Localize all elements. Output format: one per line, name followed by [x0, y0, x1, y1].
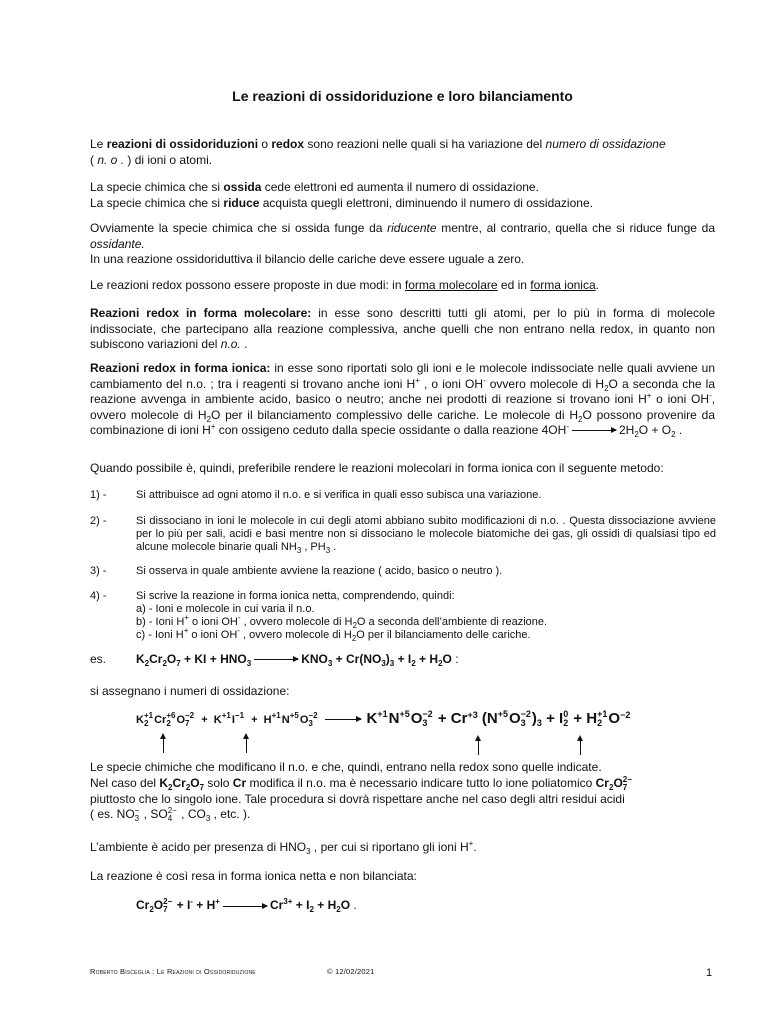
page-number: 1: [706, 967, 713, 979]
text: ed in: [497, 278, 531, 292]
text: piuttosto che lo singolo ione. Tale procedura si dovrà rispettare anche nel caso degli altri residui acidi: [90, 791, 625, 806]
step-number: 2) -: [90, 515, 107, 527]
example-label: es.: [90, 652, 107, 666]
term-redox: redox: [271, 137, 305, 151]
text: in esse sono descritti tutti gli atomi, per lo più in forma di molecole indissociate, che partecipano alla reazione complessiva, anche quelli che non entrano nella redox, in quanto non subiscono variazioni del: [90, 306, 716, 351]
term-ossida: ossida: [223, 180, 262, 194]
text: O per il bilanciamento complessivo delle cariche. Le molecole di H: [210, 407, 578, 422]
species-paragraph: [90, 760, 715, 823]
text: modifica il n.o. ma è necessario indicare tutto lo ione poliatomico: [246, 775, 596, 790]
text: L’ambiente è acido per presenza di HNO: [90, 840, 307, 854]
up-arrow-indicator: [246, 737, 247, 753]
footer-author: Roberto Bisceglia : Le Reazioni di Ossidoriduzione: [90, 967, 256, 976]
text: o ioni OH: [651, 392, 709, 406]
text: .: [330, 541, 337, 553]
step-number: 4) -: [90, 590, 107, 602]
page-title: Le reazioni di ossidoriduzione e loro bilanciamento: [232, 88, 573, 104]
step-text: Si osserva in quale ambiente avviene la reazione ( acido, basico o neutro ).: [136, 565, 503, 577]
text: 2H: [618, 423, 635, 437]
reaction-arrow: [572, 430, 616, 431]
oxidize-paragraph: [90, 180, 715, 211]
text: .: [675, 423, 683, 437]
text-line: Nel caso del $K_2Cr_2O_7$ solo Cr modifica il n.o. ma è necessario indicare tutto lo ione poliatomico $Cr_2O$ 2− 7: [90, 774, 632, 792]
assign-text: si assegnano i numeri di ossidazione:: [90, 684, 290, 698]
sub-item-b: b) - Ioni H+ o ioni OH- , ovvero molecole di $H_2O$ a seconda dell’ambiente di reazione.: [136, 613, 548, 630]
oxidation-number-equation: K +1 2 Cr +6 2 O −2 7 + K +1 I −1 + H +1 N +5 O −2 3 K +1 N +5 O −2 3 + $Cr^{+3}$ (N +5 O −2 3 )$_3 + I$ 0 2 + H +1 2 $O^{-2}$: [136, 709, 631, 729]
text: , ovvero molecole di H: [90, 392, 715, 422]
text: ( es. NO: [90, 807, 135, 822]
text-line: ( es. NO − 3 , SO 2− 4 , $CO_3$ , etc. ).: [90, 806, 251, 824]
step-number: 1) -: [90, 489, 107, 501]
text: b) - Ioni H: [136, 616, 185, 628]
text: , ovvero molecole di H: [239, 629, 352, 641]
text: O a seconda dell’ambiente di reazione.: [356, 616, 548, 628]
sub-item-c: c) - Ioni H+ o ioni OH- , ovvero molecole di $H_2O$ per il bilanciamento delle cariche.: [136, 626, 531, 643]
two-modes-paragraph: [90, 278, 715, 294]
method-intro: Quando possibile è, quindi, preferibile rendere le reazioni molecolari in forma ionica con il seguente metodo:: [90, 461, 664, 475]
text: solo: [204, 775, 233, 790]
text: Le specie chimiche che modificano il n.o. e che, quindi, entrano nella redox sono quelle indicate.: [90, 760, 602, 774]
sub-item-a: a) - Ioni e molecole in cui varia il n.o.: [136, 603, 315, 615]
step-number: 3) -: [90, 565, 107, 577]
term-no: n.o.: [220, 337, 241, 351]
step-text: Si dissociano in ioni le molecole in cui degli atomi abbiano subito modificazioni di n.o. . Questa dissociazione avviene per lo più per sali, acidi e basi mentre non si dissociano le molecole biatomiche dei gas, gli ossidi di qualsiasi tipo ed alcune molecole binarie quali $NH_3$ , $PH_3$ .: [136, 515, 716, 555]
ionic-net-equation: $Cr_2O$ 2− 7 + I- + H+ $Cr^{3+} + I_2 + H_2O$ .: [136, 897, 357, 915]
text: , ovvero molecole di H: [240, 616, 353, 628]
text: cede elettroni ed aumenta il numero di ossidazione.: [261, 180, 539, 194]
text: Si scrive la reazione in forma ionica netta, comprendendo, quindi:: [136, 590, 455, 602]
text: o: [258, 137, 272, 151]
text: ovvero molecole di H: [485, 376, 605, 391]
ionic-net-text: La reazione è così resa in forma ionica netta e non bilanciata:: [90, 869, 417, 883]
ionic-heading: Reazioni redox in forma ionica:: [90, 361, 271, 375]
term-molecular-form: forma molecolare: [404, 278, 498, 292]
molecular-equation: $K_2Cr_2O_7$ + KI + $HNO_3$ $KNO_3 + Cr(NO_3)_3 + I_2 + H_2O$ :: [136, 652, 459, 668]
up-arrow-indicator: [163, 737, 164, 753]
molecular-form-paragraph: [90, 306, 715, 353]
molecular-heading: Reazioni redox in forma molecolare:: [90, 306, 312, 320]
reducer-paragraph: [90, 221, 715, 268]
text: In una reazione ossidoriduttiva il bilancio delle cariche deve essere uguale a zero.: [90, 252, 525, 266]
footer-date: © 12/02/2021: [327, 967, 375, 976]
term-ionic-form: forma ionica: [530, 278, 596, 292]
text: ) di ioni o atomi.: [124, 152, 213, 167]
text: Le reazioni redox possono essere proposte in due modi: in: [90, 278, 405, 292]
text: o ioni OH: [188, 629, 238, 641]
step-text: Si attribuisce ad ogni atomo il n.o. e si verifica in quali esso subisca una variazione.: [136, 489, 542, 501]
term-riduce: riduce: [223, 195, 260, 210]
step-text: [136, 590, 716, 642]
text: Ovviamente la specie chimica che si ossida funge da: [90, 221, 388, 235]
text: .: [595, 278, 599, 292]
term-oxidation-number: numero di ossidazione: [545, 137, 666, 151]
text: acquista quegli elettroni, diminuendo il numero di ossidazione.: [259, 195, 593, 210]
text: Nel caso del: [90, 775, 160, 790]
text: La specie chimica che si: [90, 180, 224, 194]
text: (: [90, 152, 98, 167]
up-arrow-indicator: [478, 739, 479, 755]
term-cr: Cr: [232, 775, 247, 790]
text: in esse sono riportati solo gli ioni e le molecole indissociate nelle quali avviene un cambiamento del n.o. ; tra i reagenti si trovano anche ioni H: [90, 361, 716, 391]
ionic-form-paragraph: Reazioni redox in forma ionica: in esse sono riportati solo gli ioni e le molecole indissociate nelle quali avviene un cambiamento del n.o. ; tra i reagenti si trovano anche ioni H+ , o ioni OH- ovvero molecole di $H_2O$ a seconda che la reazione avvenga in ambiente acido, basico o neutro; anche nei prodotti di reazione si trovano ioni H+ o ioni OH-, ovvero molecole di $H_2O$ per il bilanciamento complessivo delle cariche. Le molecole di $H_2O$ possono provenire da combinazione di ioni H+ con ossigeno ceduto dalla specie ossidante o dalla reazione 4OH- $2H_2O + O_2$ .: [90, 361, 716, 439]
text: , o ioni OH: [419, 376, 483, 391]
text: , per cui si riportano gli ioni H: [310, 840, 469, 854]
text: Le: [90, 137, 107, 151]
intro-paragraph: [90, 137, 715, 168]
text: .: [240, 337, 248, 351]
text: O + O: [638, 423, 672, 437]
text: O per il bilanciamento delle cariche.: [356, 629, 531, 641]
text: sono reazioni nelle quali si ha variazione del: [304, 137, 546, 151]
text: o ioni OH: [188, 616, 238, 628]
text: .: [473, 840, 477, 854]
text: , etc. ).: [210, 807, 251, 822]
example-equation: [90, 652, 715, 668]
text: O possono provenire da combinazione di ioni H: [90, 407, 715, 437]
text: , SO: [140, 807, 168, 822]
text: , PH: [301, 541, 326, 553]
text: Si dissociano in ioni le molecole in cui degli atomi abbiano subito modificazioni di n.o. . Questa dissociazione avviene per lo più per sali, acidi e basi mentre non si dissociano le molecole biatomiche dei gas, gli ossidi di qualsiasi tipo ed alcune molecole binarie quali NH: [136, 515, 716, 553]
text: c) - Ioni H: [136, 629, 184, 641]
up-arrow-indicator: [580, 739, 581, 755]
ambient-paragraph: L’ambiente è acido per presenza di $HNO_3$ , per cui si riportano gli ioni H+.: [90, 839, 477, 856]
text: O a seconda che la reazione avvenga in ambiente acido, basico o neutro; anche nei prodotti di reazione si trovano ioni H: [90, 376, 715, 406]
text: mentre, al contrario, quella che si riduce funge da: [436, 221, 715, 235]
text: La specie chimica che si: [90, 195, 224, 210]
text: con ossigeno ceduto dalla specie ossidante o dalla reazione 4OH: [215, 423, 567, 437]
term-no: n. o .: [97, 152, 125, 167]
term-ossidante: ossidante.: [90, 236, 145, 251]
term-riducente: riducente: [387, 221, 437, 235]
term-redox-reactions: reazioni di ossidoriduzioni: [106, 137, 259, 151]
text: , CO: [177, 807, 206, 822]
